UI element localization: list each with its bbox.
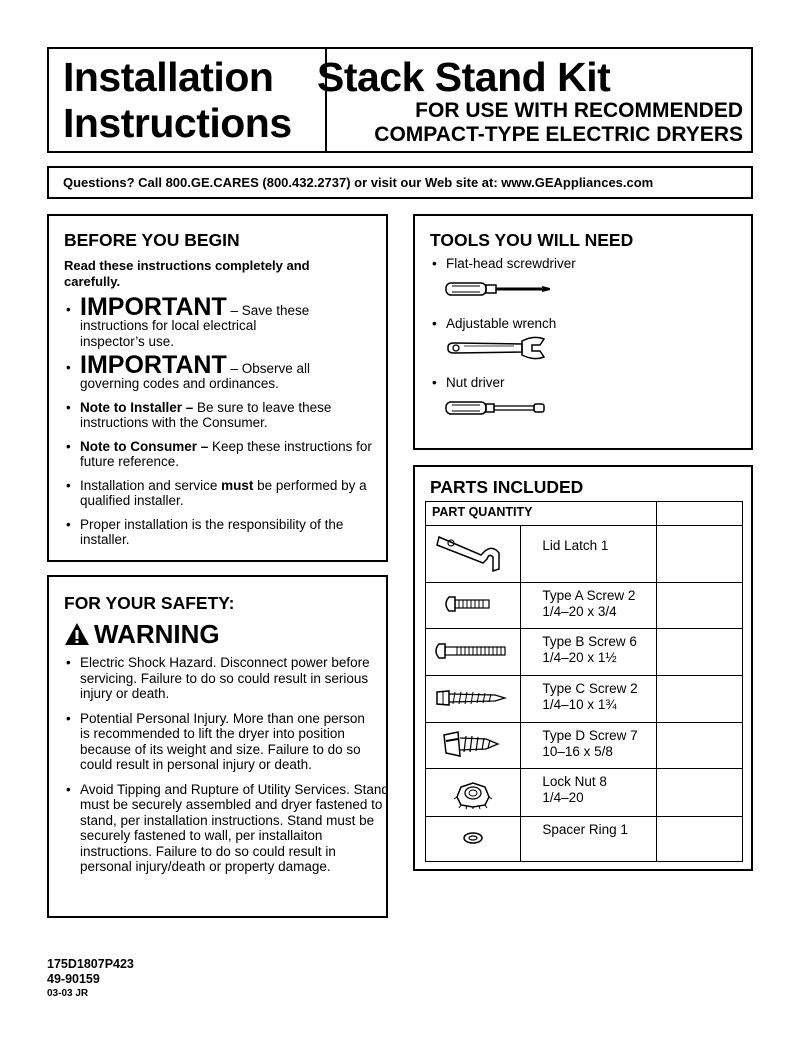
part-image-cell xyxy=(426,583,521,629)
install-text-c: be performed by a qualified installer. xyxy=(80,477,367,508)
important-label-1: IMPORTANT xyxy=(80,293,227,321)
note-installer-label: Note to Installer – xyxy=(80,399,194,415)
parts-table xyxy=(425,501,743,862)
parts-column-header: PART QUANTITY xyxy=(426,502,657,526)
proper-installation-item: • Proper installation is the responsibility of the installer. xyxy=(66,516,344,547)
important-codes-continuation: governing codes and ordinances. xyxy=(80,376,279,391)
table-row xyxy=(426,583,743,629)
safety-item-injury: • Potential Personal Injury. More than one person is recommended to lift the dryer into position because of its weight and size. Failure to do so could result in personal injury or death. xyxy=(66,710,365,772)
tool-screwdriver-label: Flat-head screwdriver xyxy=(446,256,576,271)
safety-section xyxy=(47,575,388,918)
questions-banner: Questions? Call 800.GE.CARES (800.432.2737) or visit our Web site at: www.GEAppliances.com xyxy=(47,166,753,199)
tool-item-nut-driver: • Nut driver xyxy=(432,375,505,390)
tool-item-screwdriver: • Flat-head screwdriver xyxy=(432,256,576,271)
flat-head-screwdriver-icon xyxy=(444,278,554,300)
subtitle-line-2: COMPACT-TYPE ELECTRIC DRYERS xyxy=(374,123,743,146)
part-image-cell xyxy=(426,526,521,583)
part-name: Lock Nut 8 xyxy=(542,774,607,789)
part-name-cell xyxy=(521,723,657,769)
note-installer-item: • Note to Installer – Be sure to leave these instructions with the Consumer. xyxy=(66,399,332,430)
part-blank-cell xyxy=(657,676,743,723)
part-name: Type B Screw 6 xyxy=(542,634,637,649)
date-code: 03-03 JR xyxy=(47,988,89,999)
title-instructions: Instructions xyxy=(63,100,292,146)
note-consumer-item: • Note to Consumer – Keep these instructions for future reference. xyxy=(66,438,372,469)
subtitle-line-1: FOR USE WITH RECOMMENDED xyxy=(415,99,743,122)
lock-nut-icon xyxy=(453,773,493,809)
part-name-cell xyxy=(521,629,657,676)
title-installation: Installation xyxy=(63,54,274,100)
tool-nut-driver-label: Nut driver xyxy=(446,375,505,390)
part-name-cell xyxy=(521,526,657,583)
table-row xyxy=(426,723,743,769)
part-name-cell xyxy=(521,676,657,723)
tool-wrench-label: Adjustable wrench xyxy=(446,315,557,331)
table-row xyxy=(426,526,743,583)
tools-heading: TOOLS YOU WILL NEED xyxy=(430,230,634,250)
warning-triangle-icon xyxy=(64,622,90,646)
nut-driver-icon xyxy=(444,397,554,419)
part-image-cell xyxy=(426,769,521,817)
proper-installation-text: Proper installation is the responsibility of the installer. xyxy=(80,516,344,547)
part-blank-cell xyxy=(657,817,743,862)
safety-item-tipping-text: Avoid Tipping and Rupture of Utility Services. Stand must be securely assembled and dryer fastened to stand, per installation instructions. Stand must be securely fastened to wall, per installaiton instructions. Failure to do so could result in personal injury/death or property damage. xyxy=(80,781,389,874)
part-number: 175D1807P423 xyxy=(47,957,134,971)
important-save-item: • IMPORTANT – Save these instructions for local electrical inspector’s use. xyxy=(66,293,310,349)
spacer-ring-icon xyxy=(461,831,485,845)
part-name-cell xyxy=(521,817,657,862)
title-stack-stand-kit: Stack Stand Kit xyxy=(317,54,611,100)
table-row xyxy=(426,629,743,676)
part-name: Type A Screw 2 xyxy=(542,588,636,603)
part-name: Type C Screw 2 xyxy=(542,681,638,696)
parts-section xyxy=(413,465,753,871)
safety-item-injury-text: Potential Personal Injury. More than one person is recommended to lift the dryer into position because of its weight and size. Failure to do so could result in personal injury or death. xyxy=(80,710,365,772)
part-size: 1/4–20 x 3/4 xyxy=(542,603,617,619)
warning-title xyxy=(64,619,386,649)
before-you-begin-section xyxy=(47,214,388,562)
part-blank-cell xyxy=(657,629,743,676)
safety-item-tipping: • Avoid Tipping and Rupture of Utility Services. Stand must be securely assembled and dryer fastened to stand, per installation instructions. Stand must be securely fastened to wall, per installaiton instructions. Failure to do so could result in personal injury/death or property damage. xyxy=(66,781,389,874)
before-heading: BEFORE YOU BEGIN xyxy=(64,230,240,250)
part-size: 1/4–10 x 1¾ xyxy=(542,696,617,712)
parts-header-blank-cell xyxy=(657,502,743,526)
important-save-continuation: instructions for local electrical inspector’s use. xyxy=(80,318,257,349)
important-save-text: – Save these xyxy=(226,303,310,318)
before-intro: Read these instructions completely and carefully. xyxy=(64,258,310,289)
type-c-screw-icon xyxy=(433,687,513,709)
parts-table-header-row xyxy=(426,502,743,526)
adjustable-wrench-icon xyxy=(444,335,554,361)
part-blank-cell xyxy=(657,583,743,629)
part-size: 1/4–20 x 1½ xyxy=(542,649,617,665)
table-row xyxy=(426,817,743,862)
install-text-a: Installation and service xyxy=(80,477,222,493)
installation-service-item: • Installation and service must be performed by a qualified installer. xyxy=(66,477,367,508)
part-blank-cell xyxy=(657,723,743,769)
part-name: Lid Latch 1 xyxy=(542,538,609,553)
important-label-2: IMPORTANT xyxy=(80,351,227,379)
safety-item-shock: • Electric Shock Hazard. Disconnect power before servicing. Failure to do so could result in serious injury or death. xyxy=(66,655,370,701)
part-blank-cell xyxy=(657,769,743,817)
note-consumer-label: Note to Consumer – xyxy=(80,438,209,454)
type-d-screw-icon xyxy=(438,729,508,759)
table-row xyxy=(426,769,743,817)
part-blank-cell xyxy=(657,526,743,583)
part-image-cell xyxy=(426,629,521,676)
part-image-cell xyxy=(426,723,521,769)
safety-heading: FOR YOUR SAFETY: xyxy=(64,593,235,613)
parts-heading: PARTS INCLUDED xyxy=(430,477,584,497)
note-installer-text: Be sure to leave these instructions with the Consumer. xyxy=(80,399,332,430)
part-size: 1/4–20 xyxy=(542,789,584,805)
document-footer xyxy=(47,957,134,1000)
pub-number: 49-90159 xyxy=(47,972,100,986)
warning-label: WARNING xyxy=(94,619,220,649)
table-row xyxy=(426,676,743,723)
part-name-cell xyxy=(521,769,657,817)
part-size: 10–16 x 5/8 xyxy=(542,743,613,759)
type-a-screw-icon xyxy=(443,594,503,614)
important-codes-text: – Observe all xyxy=(226,361,311,376)
tools-section xyxy=(413,214,753,450)
install-must: must xyxy=(221,477,254,493)
part-image-cell xyxy=(426,676,521,723)
safety-item-shock-text: Electric Shock Hazard. Disconnect power before servicing. Failure to do so could result in serious injury or death. xyxy=(80,655,370,701)
type-b-screw-icon xyxy=(433,641,513,661)
part-name-cell xyxy=(521,583,657,629)
important-codes-item: • IMPORTANT – Observe all governing codes and ordinances. xyxy=(64,352,390,392)
document-header xyxy=(47,47,753,153)
tool-item-wrench: • Adjustable wrench xyxy=(432,315,557,331)
part-name: Spacer Ring 1 xyxy=(542,822,628,837)
lid-latch-icon xyxy=(433,531,513,575)
part-image-cell xyxy=(426,817,521,862)
note-consumer-text: Keep these instructions for future reference. xyxy=(80,438,372,469)
part-name: Type D Screw 7 xyxy=(542,728,638,743)
